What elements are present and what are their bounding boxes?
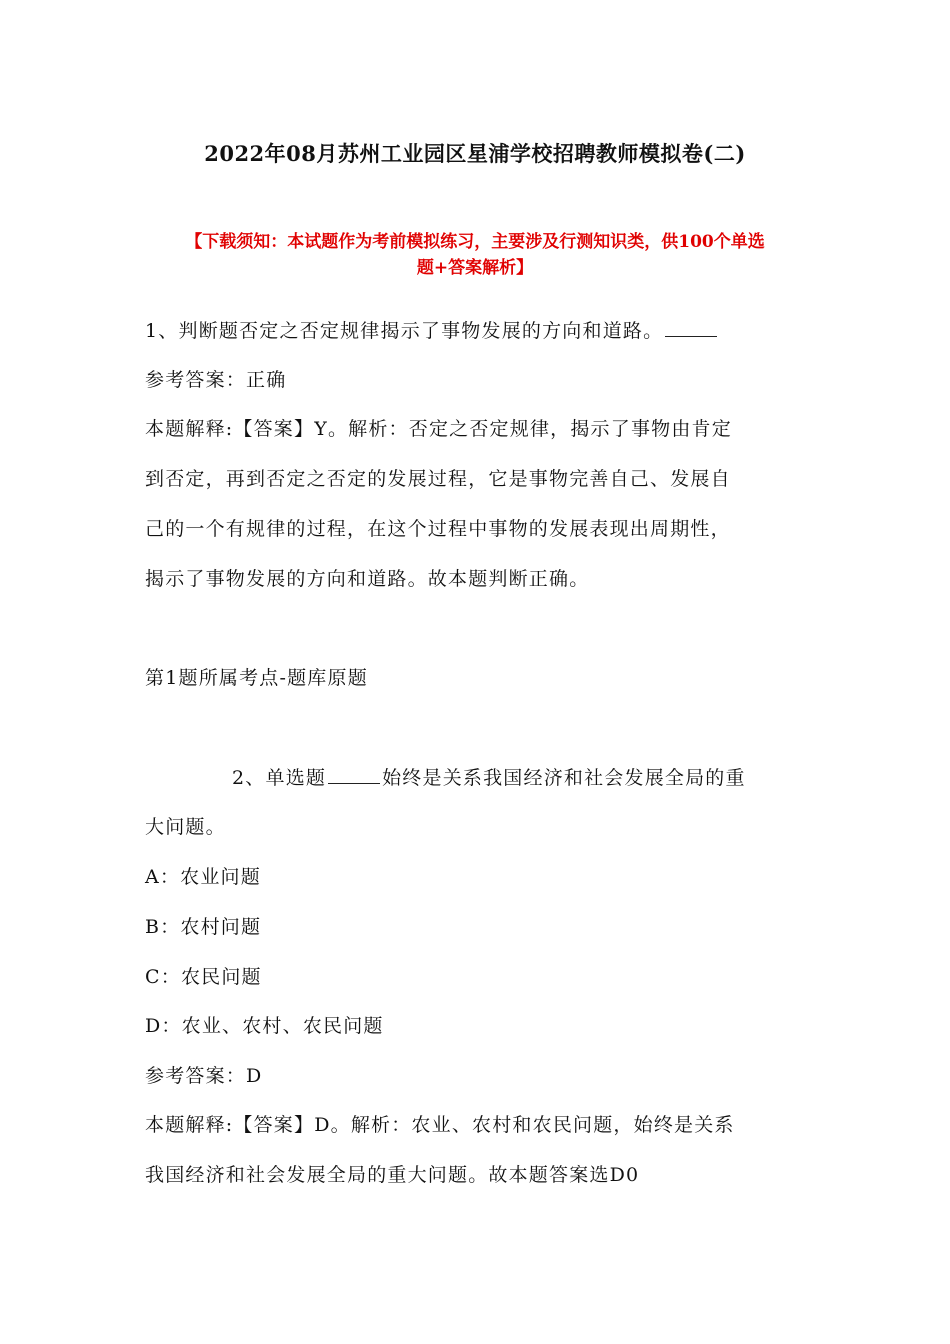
question-2-suffix: 始终是关系我国经济和社会发展全局的重 xyxy=(382,767,746,789)
question-1-explanation-line: 揭示了事物发展的方向和道路。故本题判断正确。 xyxy=(145,568,590,590)
question-2-explanation-line: 本题解释:【答案】D。解析：农业、农村和农民问题，始终是关系 xyxy=(145,1114,735,1136)
option-a: A：农业问题 xyxy=(145,866,261,888)
answer-blank xyxy=(328,782,380,784)
question-1-text: 1、判断题否定之否定规律揭示了事物发展的方向和道路。 xyxy=(145,320,664,342)
question-2-stem xyxy=(232,763,897,790)
question-1-explanation-line: 己的一个有规律的过程，在这个过程中事物的发展表现出周期性， xyxy=(145,518,731,540)
question-2-stem-line-2: 大问题。 xyxy=(145,816,226,838)
option-c: C：农民问题 xyxy=(145,966,262,988)
notice-line-1: 【下载须知：本试题作为考前模拟练习，主要涉及行测知识类，供100个单选 xyxy=(185,232,765,252)
question-2-explanation-line: 我国经济和社会发展全局的重大问题。故本题答案选D0 xyxy=(145,1164,640,1186)
question-1-topic: 第1题所属考点-题库原题 xyxy=(145,667,368,689)
question-1-explanation-line: 到否定，再到否定之否定的发展过程，它是事物完善自己、发展自 xyxy=(145,468,731,490)
question-1-explanation-line: 本题解释:【答案】Y。解析：否定之否定规律，揭示了事物由肯定 xyxy=(145,418,732,440)
question-2-prefix: 2、单选题 xyxy=(232,767,327,789)
option-d: D：农业、农村、农民问题 xyxy=(145,1015,384,1037)
notice-line-2: 题+答案解析】 xyxy=(416,258,534,278)
document-title: 2022年08月苏州工业园区星浦学校招聘教师模拟卷(二) xyxy=(204,141,746,166)
question-1-answer: 参考答案：正确 xyxy=(145,369,287,391)
question-1-stem xyxy=(145,316,810,343)
question-2-answer: 参考答案：D xyxy=(145,1065,263,1087)
option-b: B：农村问题 xyxy=(145,916,262,938)
answer-blank xyxy=(665,335,717,337)
download-notice xyxy=(150,229,800,281)
